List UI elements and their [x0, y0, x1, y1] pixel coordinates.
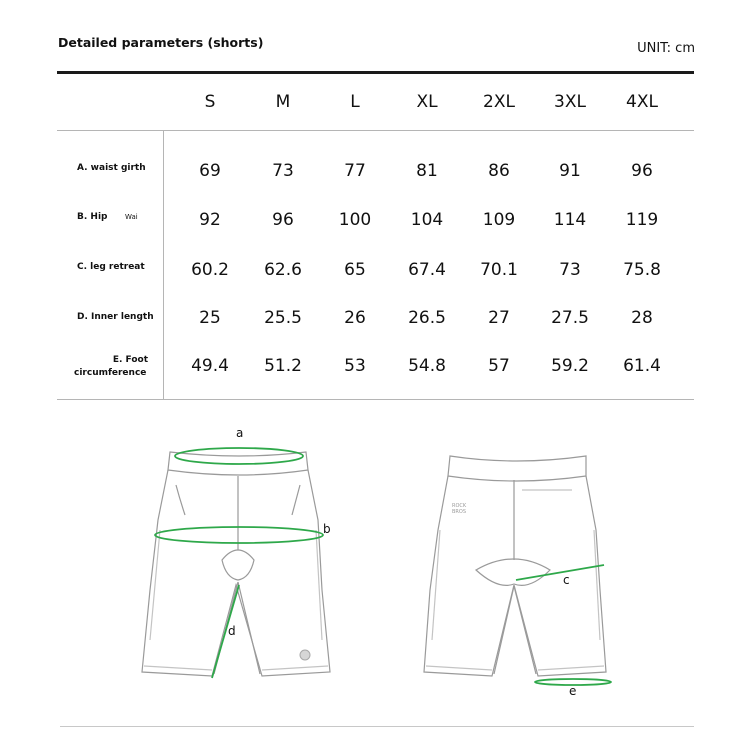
measure-leg-retreat-line [516, 565, 604, 580]
table-cell: 70.1 [480, 260, 518, 280]
table-cell: 25 [199, 308, 221, 328]
size-header-3xl: 3XL [554, 92, 586, 112]
table-cell: 67.4 [408, 260, 446, 280]
table-cell: 81 [416, 161, 438, 181]
footer-rule [60, 726, 694, 727]
back-shorts-outline [424, 456, 606, 676]
size-header-s: S [204, 92, 216, 112]
table-cell: 26 [344, 308, 366, 328]
size-header-2xl: 2XL [483, 92, 515, 112]
table-cell: 27.5 [551, 308, 589, 328]
diagram-label-c: c [563, 573, 570, 587]
diagram-label-a: a [236, 426, 244, 440]
table-cell: 26.5 [408, 308, 446, 328]
diagram-label-e: e [569, 684, 577, 698]
table-cell: 60.2 [191, 260, 229, 280]
table-cell: 73 [559, 260, 581, 280]
table-cell: 91 [559, 161, 581, 181]
table-cell: 62.6 [264, 260, 302, 280]
row-label-hip-note: Wai [125, 213, 138, 221]
page-title: Detailed parameters (shorts) [58, 35, 264, 50]
size-header-4xl: 4XL [626, 92, 658, 112]
size-header-l: L [350, 92, 360, 112]
table-cell: 119 [625, 210, 659, 230]
table-cell: 51.2 [264, 356, 302, 376]
table-cell: 65 [344, 260, 366, 280]
size-header-xl: XL [416, 92, 438, 112]
table-cell: 73 [272, 161, 294, 181]
table-cell: 61.4 [623, 356, 661, 376]
size-header-m: M [275, 92, 291, 112]
row-label-waist: A. waist girth [77, 163, 146, 173]
table-cell: 96 [631, 161, 653, 181]
table-cell: 77 [344, 161, 366, 181]
table-cell: 54.8 [408, 356, 446, 376]
table-cell: 53 [344, 356, 366, 376]
unit-label: UNIT: cm [637, 41, 695, 56]
table-cell: 109 [482, 210, 516, 230]
table-cell: 100 [338, 210, 372, 230]
measure-hip-ellipse [155, 527, 323, 543]
front-shorts-outline [142, 452, 330, 676]
table-cell: 59.2 [551, 356, 589, 376]
row-label-hip: B. Hip [77, 212, 108, 222]
row-label-inner: D. Inner length [77, 312, 154, 322]
table-cell: 28 [631, 308, 653, 328]
diagram-label-b: b [323, 522, 331, 536]
brand-text-1: ROCK [452, 503, 467, 509]
table-cell: 27 [488, 308, 510, 328]
logo-dot-icon [300, 650, 310, 660]
table-cell: 75.8 [623, 260, 661, 280]
table-cell: 104 [410, 210, 444, 230]
row-label-foot-2: circumference [74, 368, 147, 378]
diagram-label-d: d [228, 624, 236, 638]
table-cell: 114 [553, 210, 587, 230]
table-cell: 96 [272, 210, 294, 230]
table-cell: 69 [199, 161, 221, 181]
table-cell: 25.5 [264, 308, 302, 328]
table-cell: 86 [488, 161, 510, 181]
row-label-leg: C. leg retreat [77, 262, 145, 272]
table-cell: 92 [199, 210, 221, 230]
row-label-foot-1: E. Foot [112, 355, 148, 365]
table-cell: 57 [488, 356, 510, 376]
table-cell: 49.4 [191, 356, 229, 376]
brand-text-2: BROS [452, 509, 467, 515]
